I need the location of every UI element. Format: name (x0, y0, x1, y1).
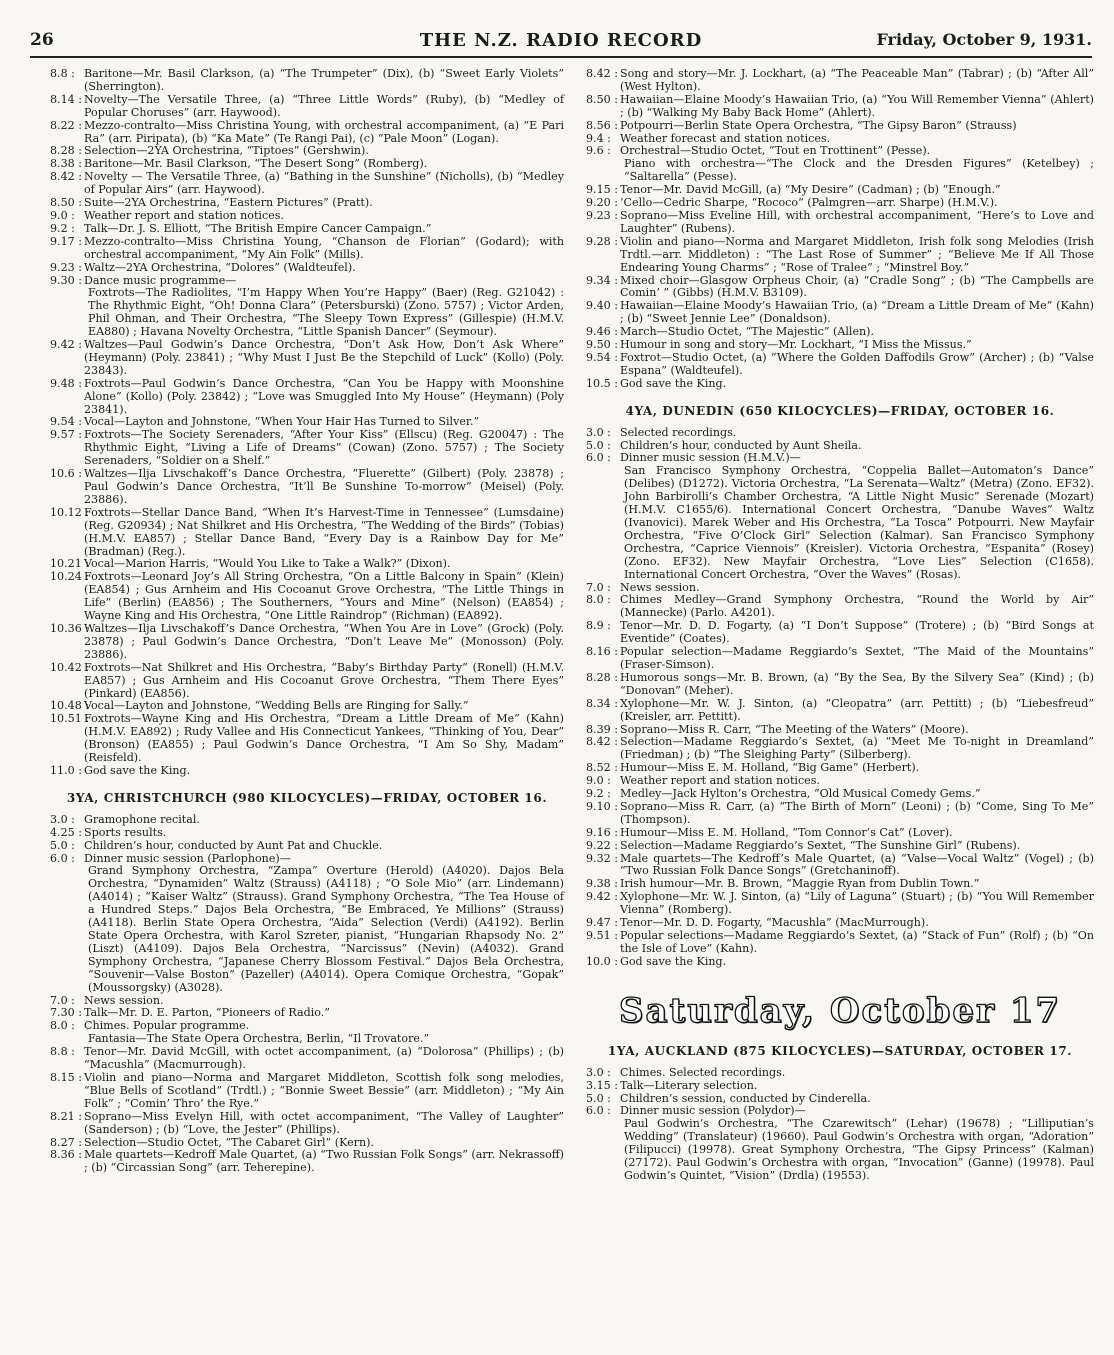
programme-entry (50, 236, 564, 262)
entry-text: Violin and piano—Norma and Margaret Middleton, Scottish folk song melodies, “Blue Bells of Scotland” (Trdtl.) ; “Bonnie Sweet Bessie” (arr. Middleton) ; “My Ain Folk” ; “Comin’ Thro’ the Rye.” (84, 1070, 564, 1110)
programme-entry (50, 840, 564, 853)
entry-text: Humour in song and story—Mr. Lockhart, “I Miss the Missus.” (620, 338, 972, 352)
page-header (30, 28, 1092, 58)
entry-time: 9.4 : (586, 131, 611, 145)
entry-text: Grand Symphony Orchestra, “Zampa” Overture (Herold) (A4020). Dajos Bela Orchestra, “Dynamiden” Waltz (Strauss) (A4118) ; “O Sole Mio” (arr. Lindemann) (A4014) ; “Kaiser Waltz” (Strauss). Grand Symphony Orchestra, “The Tea House of a Hundred Steps.” Dajos Bela Orchestra, “Be Embraced, Ye Millions” (Strauss) (A4118). Berlin State Opera Orchestra, “Aida” Selection (Verdi) (A4192). Berlin State Opera Orchestra, with Karol Szreter, pianist, “Hungarian Rhapsody No. 2” (Liszt) (A4109). Dajos Bela Orchestra, “Narcissus” (Nevin) (A4032). Grand Symphony Orchestra, “Japanese Cherry Blossom Festival.” Dajos Bela Orchestra, “Souvenir—Valse Boston” (Pazeller) (A4014). Opera Comique Orchestra, “Gopak” (Moussorgsky) (A3028). (88, 864, 564, 994)
entry-time: 9.47 : (586, 916, 618, 930)
entry-time: 5.0 : (50, 838, 75, 852)
entry-time: 8.42 : (586, 67, 618, 80)
entry-text: Xylophone—Mr. W. J. Sinton, (a) “Lily of Laguna” (Stuart) ; (b) “You Will Remember Vienna” (Romberg). (620, 890, 1094, 917)
entry-time: 8.50 : (50, 196, 82, 210)
entry-text: God save the King. (620, 376, 727, 390)
entry-time: 9.42 : (586, 890, 618, 904)
entry-text: Chimes. Selected recordings. (620, 1065, 786, 1079)
entry-text: Waltzes—Paul Godwin’s Dance Orchestra, “Don’t Ask How, Don’t Ask Where” (Heymann) (Poly. 23841) ; “Why Must I Just Be the Stepchild of Luck” (Kollo) (Poly. 23843). (84, 338, 564, 377)
entry-time: 9.30 : (50, 273, 82, 287)
programme-entry (50, 765, 564, 778)
programme-entry (586, 840, 1094, 853)
programme-entry (586, 94, 1094, 120)
entry-text: Hawaiian—Elaine Moody’s Hawaiian Trio, (a) “You Will Remember Vienna” (Ahlert) ; (b) “Walking My Baby Back Home” (Ahlert). (620, 92, 1094, 119)
entry-time: 3.15 : (586, 1078, 618, 1092)
entry-text: Selected recordings. (620, 425, 737, 439)
entry-time: 10.24 : (50, 570, 90, 584)
entry-time: 9.38 : (586, 877, 618, 891)
entry-time: 10.36 : (50, 621, 90, 635)
entry-text: News session. (84, 993, 164, 1007)
programme-entry (50, 68, 564, 94)
entry-time: 8.0 : (50, 1019, 75, 1033)
right-column (586, 68, 1094, 1183)
entry-text: Suite—2YA Orchestrina, “Eastern Pictures” (Pratt). (84, 196, 373, 210)
programme-entry (50, 1046, 564, 1072)
entry-text: Tenor—Mr. D. D. Fogarty, “Macushla” (MacMurrough). (620, 916, 929, 930)
programme-entry (586, 158, 1094, 184)
entry-text: Dance music programme— (84, 273, 237, 287)
programme-entry (586, 891, 1094, 917)
entry-time: 8.9 : (586, 619, 611, 633)
entry-text: Weather report and station notices. (84, 208, 284, 222)
entry-time: 9.51 : (586, 929, 618, 942)
programme-entry (50, 814, 564, 827)
entry-text: San Francisco Symphony Orchestra, “Coppelia Ballet—Automaton’s Dance” (Delibes) (D1272). Victoria Orchestra, “La Serenata—Waltz” (Metra) (Zono. EF32). John Barbirolli’s Chamber Orchestra, “A Little Night Music” Serenade (Mozart) (H.M.V. C1655/6). International Concert Orchestra, “Danube Waves” Waltz (Ivanovici). Marek Weber and His Orchestra, “La Tosca” Potpourri. New Mayfair Orchestra, “Five O’Clock Girl” Selection (Kalmar). San Francisco Symphony Orchestra, “Caprice Viennois” (Kreisler). Victoria Orchestra, “Espanita” (Rosey) (Zono. EF32). New Mayfair Orchestra, “Love Lies” Selection (C1658). International Concert Orchestra, “Over the Waves” (Rosas). (624, 464, 1094, 581)
entry-text: Foxtrots—Paul Godwin’s Dance Orchestra, “Can You be Happy with Moonshine Alone” (Kollo) (Poly. 23842) ; “Love was Smuggled Into My House” (Heymann) (Poly 23841). (84, 376, 564, 416)
entry-time: 3.0 : (50, 812, 75, 826)
entry-text: Popular selection—Madame Reggiardo’s Sextet, “The Maid of the Mountains” (Fraser-Simson). (620, 645, 1094, 671)
entry-text: Weather report and station notices. (620, 774, 820, 788)
entry-time: 10.21 : (50, 557, 90, 571)
entry-time: 9.22 : (586, 838, 618, 852)
entry-text: Waltzes—Ilja Livschakoff’s Dance Orchestra, “When You Are in Love” (Grock) (Poly. 23878) ; Paul Godwin’s Dance Orchestra, “Don’t Leave Me” (Monosson) (Poly. 23886). (84, 621, 564, 661)
station-heading-3ya: 3YA, CHRISTCHURCH (980 KILOCYCLES)—FRIDAY, OCTOBER 16. (66, 790, 548, 805)
entry-time: 10.6 : (50, 467, 82, 481)
entry-time: 8.15 : (50, 1070, 82, 1084)
programme-entry (586, 300, 1094, 326)
entry-text: Baritone—Mr. Basil Clarkson, (a) “The Trumpeter” (Dix), (b) “Sweet Early Violets” (Sherrington). (84, 67, 564, 93)
entry-time: 8.21 : (50, 1109, 82, 1123)
entry-text: Humour—Miss E. M. Holland, “Big Game” (Herbert). (620, 761, 920, 775)
programme-entry (50, 378, 564, 417)
entry-text: Hawaiian—Elaine Moody’s Hawaiian Trio, (a) “Dream a Little Dream of Me” (Kahn) ; (b) “Sweet Jennie Lee” (Donaldson). (620, 299, 1094, 326)
issue-date: Friday, October 9, 1931. (876, 30, 1092, 49)
entry-time: 8.34 : (586, 696, 618, 710)
programme-entry (586, 646, 1094, 672)
entry-time: 9.17 : (50, 234, 82, 248)
entry-time: 7.0 : (586, 580, 611, 594)
entry-time: 9.0 : (50, 208, 75, 222)
entry-time: 7.30 : (50, 1006, 82, 1020)
entry-time: 8.42 : (586, 735, 618, 749)
entry-time: 7.0 : (50, 993, 75, 1007)
entry-time: 8.39 : (586, 722, 618, 736)
programme-entry (586, 465, 1094, 581)
programme-entry (586, 275, 1094, 301)
programme-entry (586, 788, 1094, 801)
programme-entry (586, 1118, 1094, 1183)
station-heading-4ya: 4YA, DUNEDIN (650 KILOCYCLES)—FRIDAY, OCTOBER 16. (625, 403, 1055, 418)
entry-time: 10.51 : (50, 712, 90, 726)
entry-text: Talk—Mr. D. E. Parton, “Pioneers of Radio.” (84, 1006, 330, 1020)
entry-time: 10.0 : (586, 954, 618, 968)
entry-time: 9.54 : (586, 350, 618, 364)
programme-entry (586, 736, 1094, 762)
entry-text: Popular selections—Madame Reggiardo’s Sextet, (a) “Stack of Fun” (Rolf) ; (b) “On the Isle of Love” (Kahn). (620, 929, 1094, 955)
entry-text: God save the King. (620, 954, 727, 968)
entry-text: Dinner music session (Polydor)— (620, 1104, 806, 1118)
entry-text: Baritone—Mr. Basil Clarkson, “The Desert Song” (Romberg). (84, 157, 428, 171)
entry-time: 4.25 : (50, 825, 82, 839)
entry-text: ’Cello—Cedric Sharpe, “Rococo” (Palmgren—arr. Sharpe) (H.M.V.). (620, 196, 998, 210)
programme-entry (586, 210, 1094, 236)
programme-entry (586, 956, 1094, 969)
entry-text: Foxtrots—Wayne King and His Orchestra, “Dream a Little Dream of Me” (Kahn) (H.M.V. EA892) ; Rudy Vallee and His Connecticut Yankees, “Thinking of You, Dear” (Bronson) (EA855) ; Paul Godwin’s Dance Orchestra, “I Am So Shy, Madam” (Reisfeld). (84, 712, 564, 765)
entry-text: Vocal—Marion Harris, “Would You Like to Take a Walk?” (Dixon). (84, 557, 451, 571)
entry-text: Children’s hour, conducted by Aunt Sheila. (620, 438, 862, 452)
entry-text: Male quartets—The Kedroff’s Male Quartet, (a) “Valse—Vocal Waltz” (Vogel) ; (b) “Two Russian Folk Dance Songs” (Gretchaninoff). (620, 851, 1094, 878)
entry-time: 9.54 : (50, 415, 82, 429)
entry-time: 9.16 : (586, 825, 618, 839)
programme-entry (50, 171, 564, 197)
entry-text: Chimes Medley—Grand Symphony Orchestra, “Round the World by Air” (Mannecke) (Parlo. A4201). (620, 593, 1094, 620)
entry-time: 10.48 : (50, 699, 90, 713)
entry-time: 9.40 : (586, 299, 618, 313)
programme-entry (586, 698, 1094, 724)
entry-text: Humour—Miss E. M. Holland, “Tom Connor’s Cat” (Lover). (620, 825, 953, 839)
programme-list-2ya-cont (586, 68, 1094, 391)
entry-text: Foxtrots—The Radiolites, “I’m Happy When You’re Happy” (Baer) (Reg. G21042) : The Rhythmic Eight, “Oh! Donna Clara” (Petersburski) (Zono. 5757) ; Victor Arden, Phil Ohman, and Their Orchestra, “The Sleepy Town Express” (Gillespie) (H.M.V. EA880) ; Havana Novelty Orchestra, “Little Spanish Dancer” (Seymour). (88, 286, 564, 339)
publication-title: THE N.Z. RADIO RECORD (419, 30, 703, 51)
entry-time: 9.46 : (586, 325, 618, 339)
programme-entry (50, 262, 564, 275)
entry-time: 9.23 : (50, 260, 82, 274)
entry-time: 8.8 : (50, 67, 75, 80)
programme-entry (586, 352, 1094, 378)
entry-text: Piano with orchestra—“The Clock and the Dresden Figures” (Ketelbey) ; “Saltarella” (Pesse). (624, 157, 1094, 184)
programme-entry (586, 68, 1094, 94)
entry-time: 9.20 : (586, 196, 618, 210)
programme-entry (50, 1072, 564, 1111)
programme-entry (586, 120, 1094, 133)
entry-text: Song and story—Mr. J. Lockhart, (a) “The Peaceable Man” (Tabrar) ; (b) “After All” (West Hylton). (620, 67, 1094, 93)
entry-time: 9.2 : (586, 787, 611, 801)
programme-entry (50, 94, 564, 120)
entry-time: 8.36 : (50, 1148, 82, 1162)
entry-text: News session. (620, 580, 700, 594)
programme-entry (50, 571, 564, 623)
entry-time: 6.0 : (586, 1104, 611, 1118)
entry-text: Foxtrots—Stellar Dance Band, “When It’s Harvest-Time in Tennessee” (Lumsdaine) (Reg. G20934) ; Nat Shilkret and His Orchestra, “The Wedding of the Birds” (Tobias) (H.M.V. EA857) ; Stellar Dance Band, “Every Day is a Rainbow Day for Me” (Bradman) (Reg.). (84, 505, 564, 558)
entry-time: 8.0 : (586, 593, 611, 607)
entry-time: 9.42 : (50, 338, 82, 352)
programme-entry (586, 427, 1094, 440)
entry-text: Humorous songs—Mr. B. Brown, (a) “By the Sea, By the Silvery Sea” (Kind) ; (b) “Donovan” (Meher). (620, 670, 1094, 697)
entry-time: 8.27 : (50, 1135, 82, 1149)
programme-list-2ya (50, 68, 564, 778)
entry-time: 9.6 : (586, 144, 611, 158)
programme-entry (50, 1149, 564, 1175)
entry-text: Vocal—Layton and Johnstone, “Wedding Bells are Ringing for Sally.” (84, 699, 469, 713)
programme-entry (586, 801, 1094, 827)
entry-time: 9.57 : (50, 428, 82, 442)
entry-time: 10.12 : (50, 505, 90, 519)
programme-entry (50, 120, 564, 146)
programme-entry (586, 339, 1094, 352)
entry-text: Selection—Studio Octet, “The Cabaret Girl” (Kern). (84, 1135, 374, 1149)
entry-time: 8.50 : (586, 92, 618, 106)
programme-entry (50, 287, 564, 339)
programme-entry (586, 594, 1094, 620)
page-number: 26 (30, 30, 54, 50)
programme-entry (586, 672, 1094, 698)
programme-list-1ya (586, 1067, 1094, 1183)
entry-time: 8.8 : (50, 1045, 75, 1059)
entry-text: Talk—Literary selection. (620, 1078, 758, 1092)
entry-time: 8.28 : (586, 670, 618, 684)
programme-entry (50, 429, 564, 468)
entry-text: Mezzo-contralto—Miss Christina Young, with orchestral accompaniment, (a) “E Pari Ra” (arr. Piripata), (b) “Ka Mate” (Te Rangi Pai), (c) “Pale Moon” (Logan). (84, 118, 564, 145)
entry-text: Potpourri—Berlin State Opera Orchestra, “The Gipsy Baron” (Strauss) (620, 118, 1017, 132)
left-column (50, 68, 564, 1175)
entry-text: Soprano—Miss R. Carr, “The Meeting of the Waters” (Moore). (620, 722, 969, 736)
entry-text: Selection—2YA Orchestrina, “Tiptoes” (Gershwin). (84, 144, 369, 158)
entry-time: 8.42 : (50, 170, 82, 184)
entry-text: Dinner music session (Parlophone)— (84, 851, 291, 865)
entry-time: 5.0 : (586, 1091, 611, 1105)
entry-time: 9.34 : (586, 273, 618, 287)
entry-text: Tenor—Mr. D. D. Fogarty, (a) “I Don’t Suppose” (Trotere) ; (b) “Bird Songs at Eventide” (Coates). (620, 619, 1094, 646)
programme-entry (586, 620, 1094, 646)
entry-text: Male quartets—Kedroff Male Quartet, (a) “Two Russian Folk Songs” (arr. Nekrassoff) ; (b) “Circassian Song” (arr. Teherepine). (84, 1148, 564, 1175)
entry-time: 8.56 : (586, 118, 618, 132)
entry-text: Orchestral—Studio Octet, “Tout en Trottinent” (Pesse). (620, 144, 931, 158)
entry-time: 5.0 : (586, 438, 611, 452)
entry-time: 3.0 : (586, 1065, 611, 1079)
entry-text: Foxtrot—Studio Octet, (a) “Where the Golden Daffodils Grow” (Archer) ; (b) “Valse Espana” (Waldteufel). (620, 350, 1094, 377)
programme-entry (50, 865, 564, 994)
programme-entry (50, 507, 564, 559)
programme-entry (50, 662, 564, 701)
entry-time: 8.52 : (586, 761, 618, 775)
programme-entry (50, 623, 564, 662)
entry-text: Soprano—Miss Evelyn Hill, with octet accompaniment, “The Valley of Laughter” (Sanderson) ; (b) “Love, the Jester” (Phillips). (84, 1109, 564, 1136)
day-heading: Saturday, October 17 (618, 990, 1062, 1031)
entry-time: 9.23 : (586, 208, 618, 222)
entry-text: Talk—Dr. J. S. Elliott, “The British Empire Cancer Campaign.” (84, 221, 432, 235)
entry-time: 10.42 : (50, 660, 90, 674)
programme-entry (586, 236, 1094, 275)
programme-entry (50, 223, 564, 236)
entry-time: 9.15 : (586, 183, 618, 197)
entry-time: 9.0 : (586, 774, 611, 788)
programme-entry (50, 210, 564, 223)
entry-text: God save the King. (84, 763, 191, 777)
programme-entry (586, 827, 1094, 840)
entry-text: Gramophone recital. (84, 812, 200, 826)
entry-text: Chimes. Popular programme. (84, 1019, 250, 1033)
programme-entry (50, 827, 564, 840)
entry-text: Soprano—Miss Eveline Hill, with orchestral accompaniment, “Here’s to Love and Laughter” (Rubens). (620, 208, 1094, 235)
entry-text: Dinner music session (H.M.V.)— (620, 451, 801, 465)
entry-text: Tenor—Mr. David McGill, with octet accompaniment, (a) “Dolorosa” (Phillips) ; (b) “Macushla” (Macmurrough). (84, 1045, 564, 1072)
entry-time: 8.28 : (50, 144, 82, 158)
entry-time: 9.10 : (586, 799, 618, 813)
entry-text: Waltzes—Ilja Livschakoff’s Dance Orchestra, “Fluerette” (Gilbert) (Poly. 23878) ; Paul Godwin’s Dance Orchestra, “It’ll Be Sunshine To-morrow” (Meisel) (Poly. 23886). (84, 467, 564, 506)
entry-text: Children’s session, conducted by Cinderella. (620, 1091, 871, 1105)
entry-time: 9.28 : (586, 234, 618, 248)
programme-entry (586, 853, 1094, 879)
entry-text: Selection—Madame Reggiardo’s Sextet, (a) “Meet Me To-night in Dreamland” (Friedman) ; (b) “The Sleighing Party” (Silberberg). (620, 735, 1094, 762)
entry-text: Children’s hour, conducted by Aunt Pat and Chuckle. (84, 838, 383, 852)
programme-entry (586, 1067, 1094, 1080)
entry-text: Fantasia—The State Opera Orchestra, Berlin, “Il Trovatore.” (88, 1032, 430, 1046)
programme-list-4ya (586, 427, 1094, 969)
entry-time: 9.48 : (50, 376, 82, 390)
entry-text: Xylophone—Mr. W. J. Sinton, (a) “Cleopatra” (arr. Pettitt) ; (b) “Liebesfreud” (Kreisler, arr. Pettitt). (620, 696, 1094, 723)
programme-entry (50, 713, 564, 765)
entry-text: Mixed choir—Glasgow Orpheus Choir, (a) “Cradle Song” ; (b) “The Campbells are Comin’ ” (Gibbs) (H.M.V. B3109). (620, 273, 1094, 300)
entry-time: 3.0 : (586, 425, 611, 439)
entry-time: 8.38 : (50, 157, 82, 171)
entry-time: 8.16 : (586, 645, 618, 659)
programme-entry (50, 468, 564, 507)
entry-text: Vocal—Layton and Johnstone, “When Your Hair Has Turned to Silver.” (84, 415, 480, 429)
entry-time: 9.32 : (586, 851, 618, 865)
entry-time: 11.0 : (50, 763, 82, 777)
entry-text: Foxtrots—The Society Serenaders, “After Your Kiss” (Ellscu) (Reg. G20047) : The Rhythmic Eight, “Living a Life of Dreams” (Cowan) (Zono. 5757) ; The Society Serenaders, “Soldier on a Shelf.” (84, 428, 564, 468)
entry-text: Mezzo-contralto—Miss Christina Young, “Chanson de Florian” (Godard); with orchestral accompaniment, “My Ain Folk” (Mills). (84, 234, 564, 261)
programme-entry (50, 339, 564, 378)
entry-time: 8.14 : (50, 92, 82, 106)
entry-text: Sports results. (84, 825, 167, 839)
entry-text: Violin and piano—Norma and Margaret Middleton, Irish folk song Melodies (Irish Trdtl.—arr. Middleton) : “The Last Rose of Summer” ; “Believe Me If All Those Endearing Young Charms” ; “Rose of Tralee” ; “Minstrel Boy.” (620, 234, 1094, 274)
entry-text: Irish humour—Mr. B. Brown, “Maggie Ryan from Dublin Town.” (620, 877, 980, 891)
entry-text: Waltz—2YA Orchestrina, “Dolores” (Waldteufel). (84, 260, 356, 274)
entry-text: Foxtrots—Leonard Joy’s All String Orchestra, “On a Little Balcony in Spain” (Klein) (EA854) ; Gus Arnheim and His Cocoanut Grove Orchestra, “The Little Things in Life” (Berlin) (EA856) ; The Southerners, “Yours and Mine” (Nelson) (EA854) ; Wayne King and His Orchestra, “One Little Raindrop” (Richman) (EA892). (84, 570, 564, 623)
entry-time: 6.0 : (586, 451, 611, 465)
entry-time: 6.0 : (50, 851, 75, 865)
entry-text: March—Studio Octet, “The Majestic” (Allen). (620, 325, 875, 339)
station-heading-1ya: 1YA, AUCKLAND (875 KILOCYCLES)—SATURDAY, OCTOBER 17. (607, 1043, 1073, 1058)
programme-entry (50, 1111, 564, 1137)
programme-list-3ya (50, 814, 564, 1175)
programme-entry (586, 378, 1094, 391)
entry-time: 9.50 : (586, 338, 618, 352)
entry-text: Paul Godwin’s Orchestra, “The Czarewitsch” (Lehar) (19678) ; “Lilliputian’s Wedding” (Translateur) (19660). Paul Godwin’s Orchestra with organ, “Adoration” (Filipucci) (19978). Great Symphony Orchestra, “The Gipsy Princess” (Kalman) (27172). Paul Godwin’s Orchestra with organ, “Invocation” (Ganne) (19978). Paul Godwin’s Quintet, “Vision” (Drdla) (19553). (624, 1117, 1094, 1182)
programme-entry (586, 930, 1094, 956)
entry-text: Novelty—The Versatile Three, (a) “Three Little Words” (Ruby), (b) “Medley of Popular Choruses” (arr. Haywood). (84, 92, 564, 119)
entry-text: Foxtrots—Nat Shilkret and His Orchestra, “Baby’s Birthday Party” (Ronell) (H.M.V. EA857) ; Gus Arnheim and His Cocoanut Grove Orchestra, “Them There Eyes” (Pinkard) (EA856). (84, 660, 564, 700)
entry-time: 9.2 : (50, 221, 75, 235)
entry-time: 8.22 : (50, 118, 82, 132)
programme-entry (586, 1080, 1094, 1093)
entry-text: Soprano—Miss R. Carr, (a) “The Birth of Morn” (Leoni) ; (b) “Come, Sing To Me” (Thompson). (620, 799, 1094, 826)
entry-text: Medley—Jack Hylton’s Orchestra, “Old Musical Comedy Gems.” (620, 787, 981, 801)
entry-text: Tenor—Mr. David McGill, (a) “My Desire” (Cadman) ; (b) “Enough.” (620, 183, 1001, 197)
entry-time: 10.5 : (586, 376, 618, 390)
entry-text: Selection—Madame Reggiardo’s Sextet, “The Sunshine Girl” (Rubens). (620, 838, 1021, 852)
entry-text: Novelty — The Versatile Three, (a) “Bathing in the Sunshine” (Nicholls), (b) “Medley of Popular Airs” (arr. Haywood). (84, 170, 564, 197)
entry-text: Weather forecast and station notices. (620, 131, 831, 145)
